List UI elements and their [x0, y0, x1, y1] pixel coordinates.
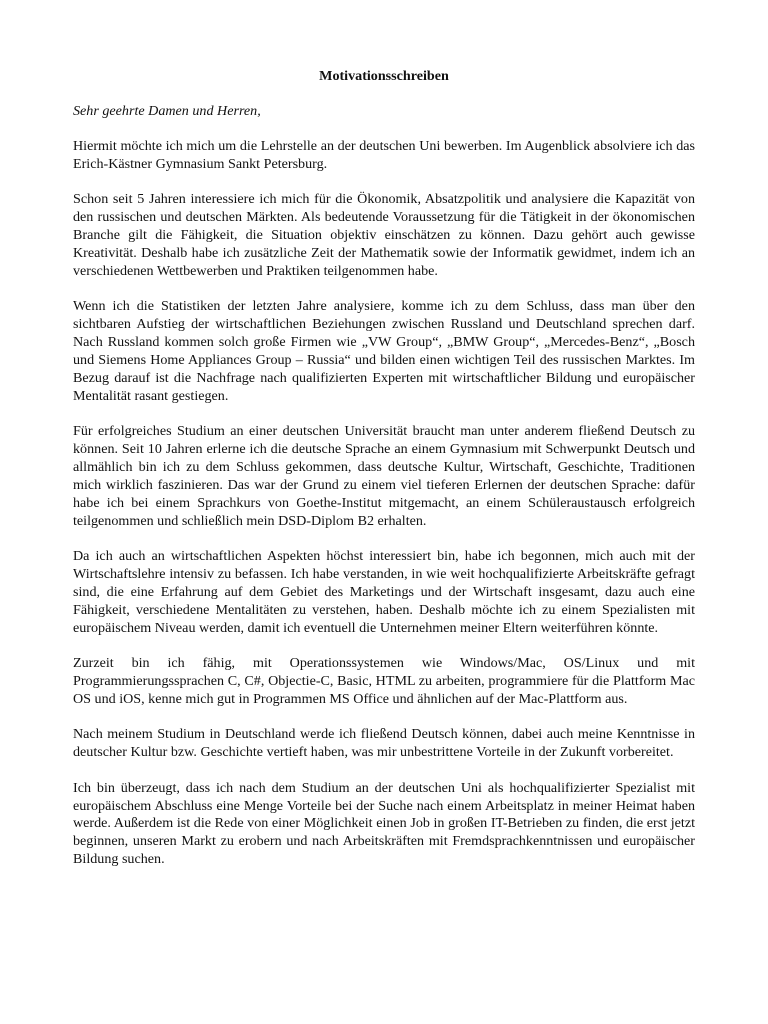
letter-body: [73, 68, 695, 887]
paragraph-outlook: Nach meinem Studium in Deutschland werde ich fließend Deutsch können, dabei auch meine Kenntnisse in deutscher Kultur bzw. Geschichte vertieft haben, was mir unbestrittene Vorteile in der Zukunft vorbereitet.: [73, 726, 695, 761]
paragraph-conclusion: Ich bin überzeugt, dass ich nach dem Studium an der deutschen Uni als hochqualifizierter Spezialist mit europäischem Abschluss eine Menge Vorteile bei der Suche nach einem Arbeitsplatz in meiner Heimat haben werde. Außerdem ist die Rede von einer Möglichkeit einen Job in großen IT-Betrieben zu finden, die erst jetzt beginnen, unseren Markt zu erobern und nach Arbeitskräften mit Fremdsprachkenntnissen und europäischer Bildung suchen.: [73, 779, 695, 868]
paragraph-skills: Zurzeit bin ich fähig, mit Operationssystemen wie Windows/Mac, OS/Linux und mit Programmierungssprachen C, C#, Objectie-C, Basic, HTML zu arbeiten, programmiere für die Plattform Mac OS und iOS, kenne mich gut in Programmen MS Office und ähnlichen auf der Mac-Plattform aus.: [73, 655, 695, 707]
paragraph-language: Für erfolgreiches Studium an einer deutschen Universität braucht man unter anderem fließend Deutsch zu können. Seit 10 Jahren erlerne ich die deutsche Sprache an einem Gymnasium mit Schwerpunkt Deutsch und allmählich bin ich zu dem Schluss gekommen, dass deutsche Kultur, Wirtschaft, Geschichte, Traditionen mich wirklich faszinieren. Das war der Grund zu einem viel tieferen Erlernen der deutschen Sprache: dafür habe ich bei einem Sprachkurs von Goethe-Institut mitgemacht, an einem Schüleraustausch erfolgreich teilgenommen und schließlich mein DSD-Diplom B2 erhalten.: [73, 423, 695, 529]
paragraph-intro: Hiermit möchte ich mich um die Lehrstelle an der deutschen Uni bewerben. Im Augenblick absolviere ich das Erich-Kästner Gymnasium Sankt Petersburg.: [73, 137, 695, 172]
paragraph-market: Wenn ich die Statistiken der letzten Jahre analysiere, komme ich zu dem Schluss, dass man über den sichtbaren Aufstieg der wirtschaftlichen Beziehungen zwischen Russland und Deutschland sprechen darf. Nach Russland kommen solch große Firmen wie „VW Group“, „BMW Group“, „Mercedes-Benz“, „Bosch und Siemens Home Appliances Group – Russia“ und bilden einen wichtigen Teil des russischen Marktes. Im Bezug darauf ist die Nachfrage nach qualifizierten Experten mit wirtschaftlicher Bildung und europäischer Mentalität rasant gestiegen.: [73, 298, 695, 404]
paragraph-economics: Da ich auch an wirtschaftlichen Aspekten höchst interessiert bin, habe ich begonnen, mich auch mit der Wirtschaftslehre intensiv zu befassen. Ich habe verstanden, in wie weit hochqualifizierte Arbeitskräfte gefragt sind, die eine Erfahrung auf dem Gebiet des Marketings und der Wirtschaft insgesamt, dazu auch eine Fähigkeit, verschiedene Mentalitäten zu verstehen, haben. Deshalb möchte ich zu einem Spezialisten mit europäischem Niveau werden, damit ich eventuell die Unternehmen meiner Eltern weiterführen könnte.: [73, 548, 695, 636]
salutation: Sehr geehrte Damen und Herren,: [73, 102, 261, 119]
document-title: Motivationsschreiben: [319, 68, 449, 84]
paragraph-interests: Schon seit 5 Jahren interessiere ich mich für die Ökonomik, Absatzpolitik und analysiere die Kapazität von den russischen und deutschen Märkten. Als bedeutende Voraussetzung für die Tätigkeit in der ökonomischen Branche gilt die Fähigkeit, die Situation objektiv einschätzen zu können. Dazu gehört auch gewisse Kreativität. Deshalb habe ich zusätzliche Zeit der Mathematik sowie der Informatik gewidmet, indem ich an verschiedenen Wettbewerben und Praktiken teilgenommen habe.: [73, 191, 695, 279]
